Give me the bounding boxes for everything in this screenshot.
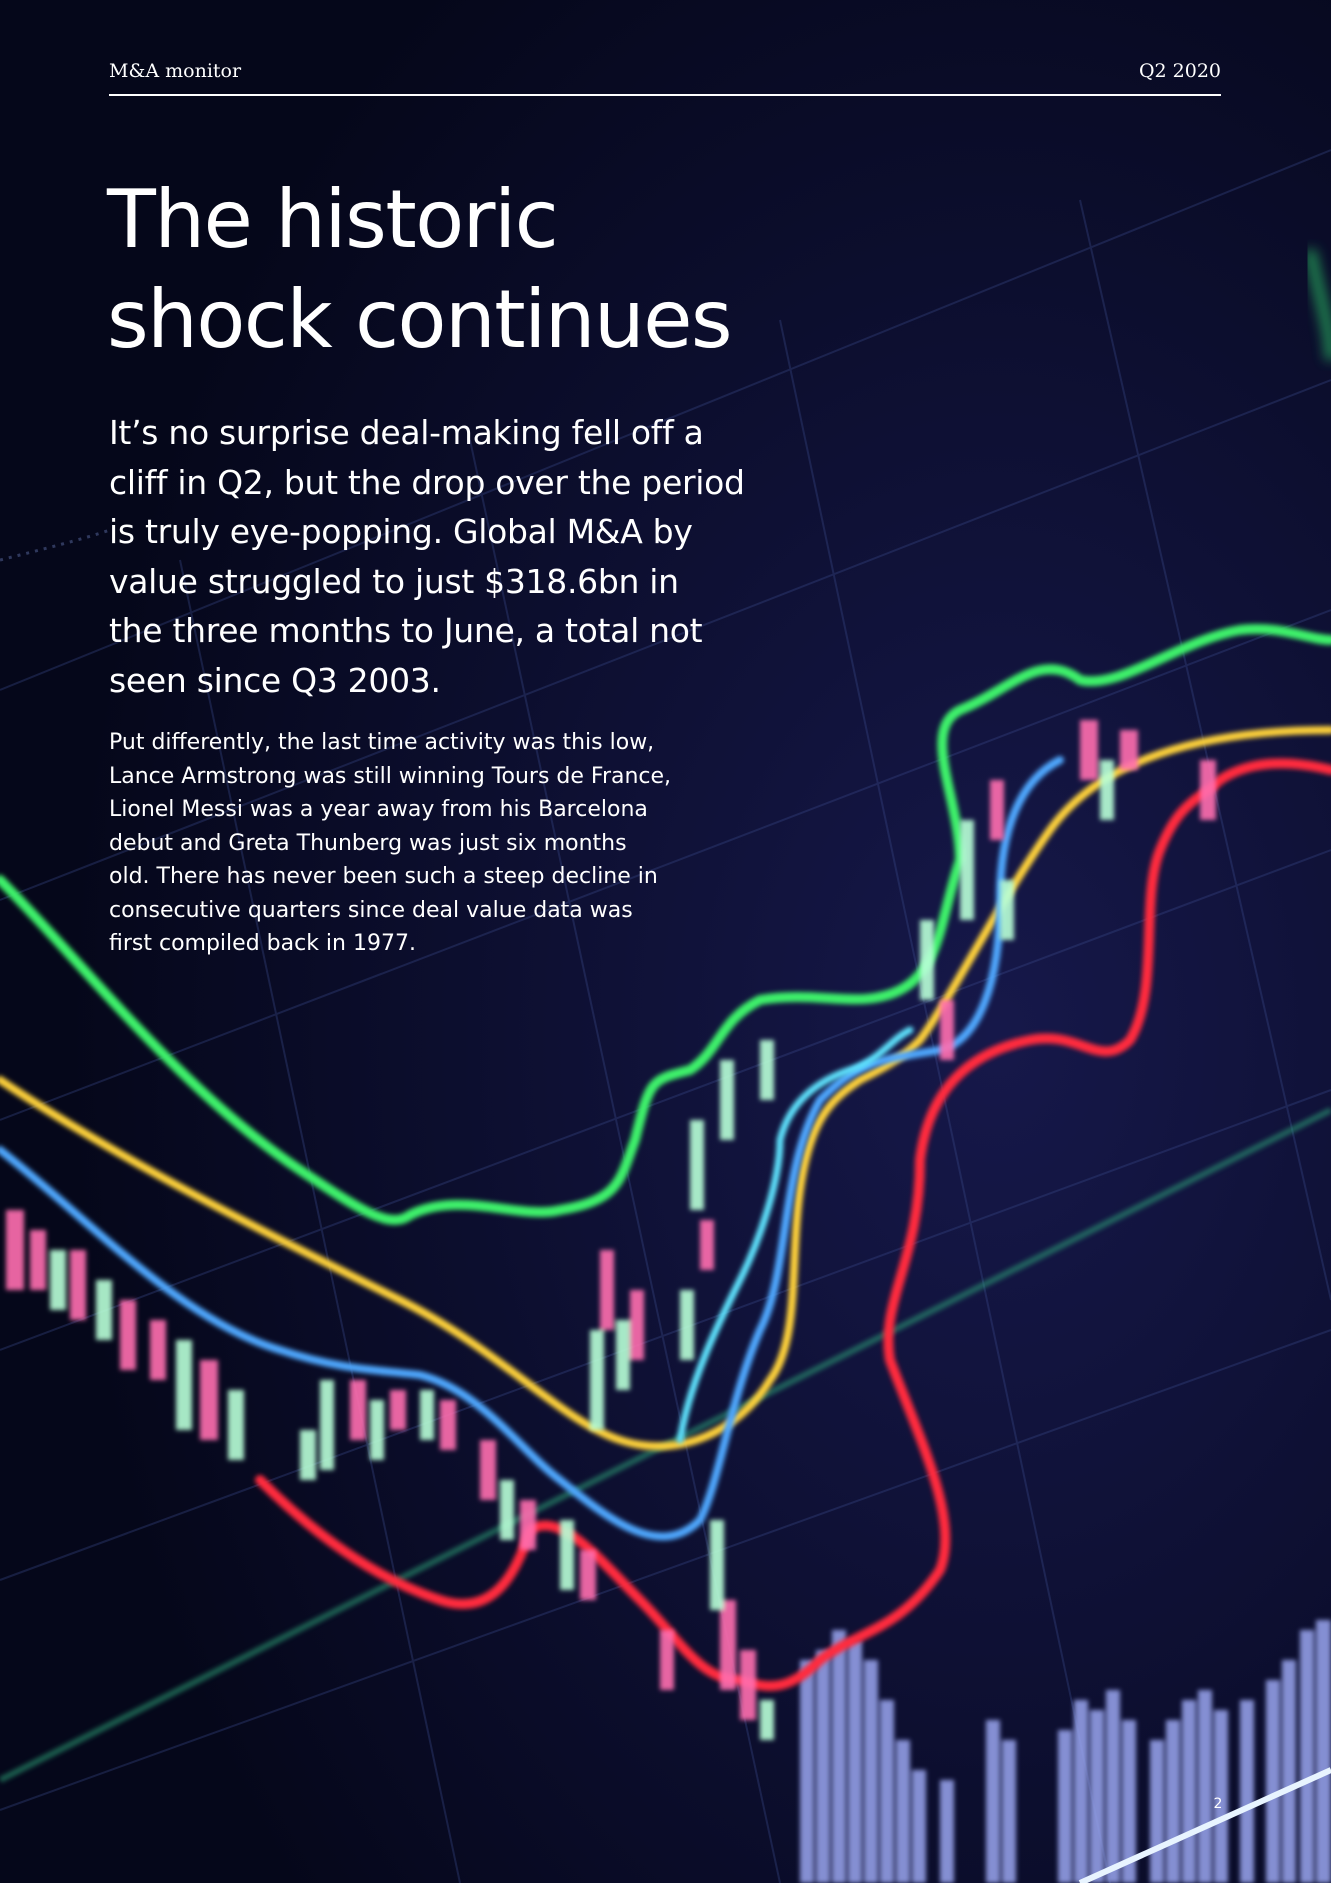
body-line: Lionel Messi was a year away from his Barcelona <box>109 797 648 822</box>
title-line-2: shock continues <box>107 273 732 366</box>
article-body <box>109 726 749 961</box>
report-period: Q2 2020 <box>1138 60 1221 82</box>
body-line: debut and Greta Thunberg was just six months <box>109 830 627 856</box>
body-line: old. There has never been such a steep decline in <box>109 864 658 889</box>
lede-line: It’s no surprise deal-making fell off a <box>109 413 704 452</box>
lede-line: the three months to June, a total not <box>109 611 703 650</box>
lede-line: cliff in Q2, but the drop over the period <box>109 462 745 502</box>
lede-line: is truly eye-popping. Global M&A by <box>109 512 693 551</box>
body-line: Lance Armstrong was still winning Tours de France, <box>109 763 672 789</box>
page-header <box>109 56 1221 96</box>
lede-line: value struggled to just $318.6bn in <box>109 561 679 601</box>
article-lede <box>109 408 829 705</box>
lede-line: seen since Q3 2003. <box>109 660 441 700</box>
body-line: Put differently, the last time activity was this low, <box>109 730 655 755</box>
publication-name: M&A monitor <box>109 60 242 82</box>
body-line: first compiled back in 1977. <box>109 931 416 956</box>
title-line-1: The historic <box>107 173 558 266</box>
body-line: consecutive quarters since deal value data was <box>109 897 633 923</box>
page-number: 2 <box>1213 1796 1223 1812</box>
article-title <box>107 170 1007 370</box>
